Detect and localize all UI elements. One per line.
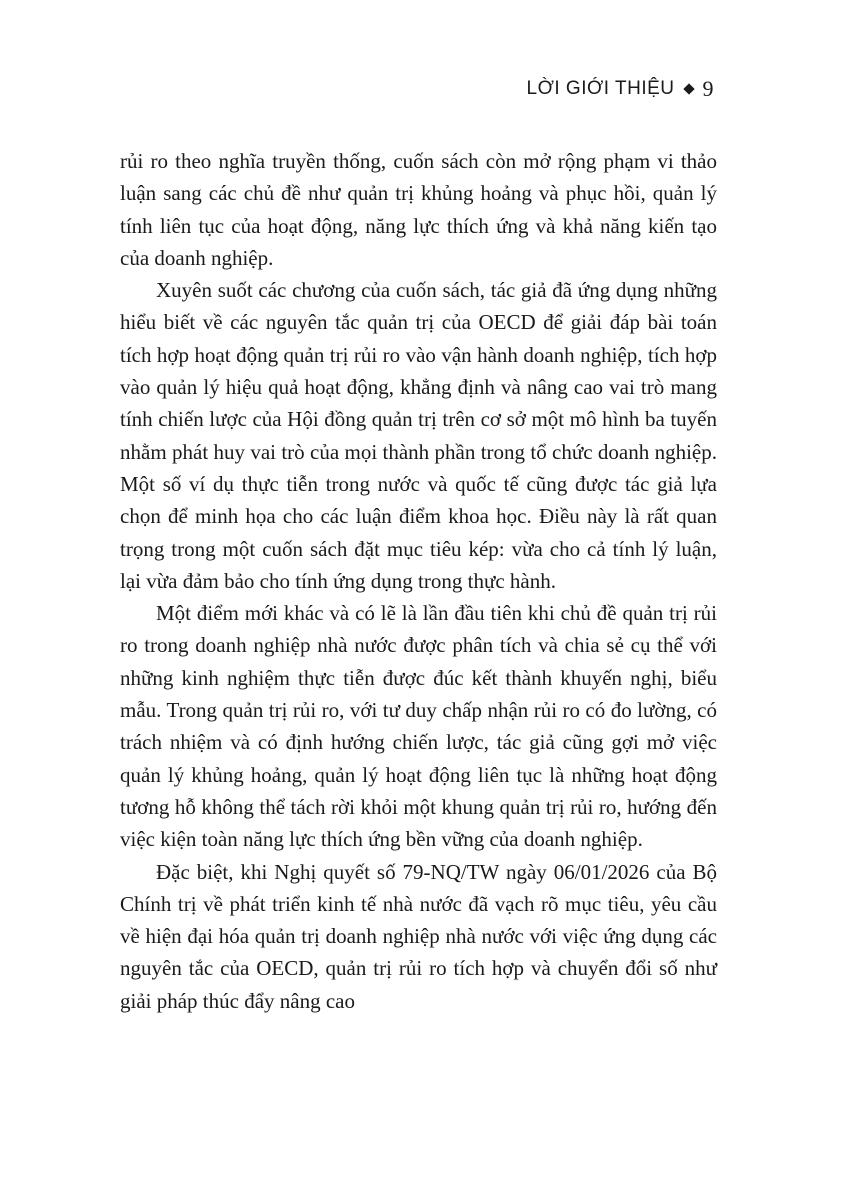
chapter-title: LỜI GIỚI THIỆU <box>526 78 675 99</box>
running-head <box>527 76 714 102</box>
paragraph: Đặc biệt, khi Nghị quyết số 79-NQ/TW ngày 06/01/2026 của Bộ Chính trị về phát triển kinh tế nhà nước đã vạch rõ mục tiêu, yêu cầu về hiện đại hóa quản trị doanh nghiệp nhà nước với việc ứng dụng các nguyên tắc của OECD, quản trị rủi ro tích hợp và chuyển đổi số như giải pháp thúc đẩy nâng cao <box>120 859 717 1013</box>
paragraph-continued: rủi ro theo nghĩa truyền thống, cuốn sách còn mở rộng phạm vi thảo luận sang các chủ đề như quản trị khủng hoảng và phục hồi, quản lý tính liên tục của hoạt động, năng lực thích ứng và khả năng kiến tạo của doanh nghiệp. <box>120 149 717 270</box>
paragraph: Xuyên suốt các chương của cuốn sách, tác giả đã ứng dụng những hiểu biết về các nguyên tắc quản trị của OECD để giải đáp bài toán tích hợp hoạt động quản trị rủi ro vào vận hành doanh nghiệp, tích hợp vào quản lý hiệu quả hoạt động, khẳng định và nâng cao vai trò mang tính chiến lược của Hội đồng quản trị trên cơ sở một mô hình ba tuyến nhằm phát huy vai trò của mọi thành phần trong tổ chức doanh nghiệp. Một số ví dụ thực tiễn trong nước và quốc tế cũng được tác giả lựa chọn để minh họa cho các luận điểm khoa học. Điều này là rất quan trọng trong một cuốn sách đặt mục tiêu kép: vừa cho cả tính lý luận, lại vừa đảm bảo cho tính ứng dụng trong thực hành. <box>120 278 717 593</box>
body-text <box>120 145 717 1017</box>
diamond-separator-icon <box>683 83 694 94</box>
paragraph: Một điểm mới khác và có lẽ là lần đầu tiên khi chủ đề quản trị rủi ro trong doanh nghiệp nhà nước được phân tích và chia sẻ cụ thể với những kinh nghiệm thực tiễn được đúc kết thành khuyến nghị, biểu mẫu. Trong quản trị rủi ro, với tư duy chấp nhận rủi ro có đo lường, có trách nhiệm và có định hướng chiến lược, tác giả cũng gợi mở việc quản lý khủng hoảng, quản lý hoạt động liên tục là những hoạt động tương hỗ không thể tách rời khỏi một khung quản trị rủi ro, hướng đến việc kiện toàn năng lực thích ứng bền vững của doanh nghiệp. <box>120 601 717 852</box>
page-number: 9 <box>702 76 714 101</box>
